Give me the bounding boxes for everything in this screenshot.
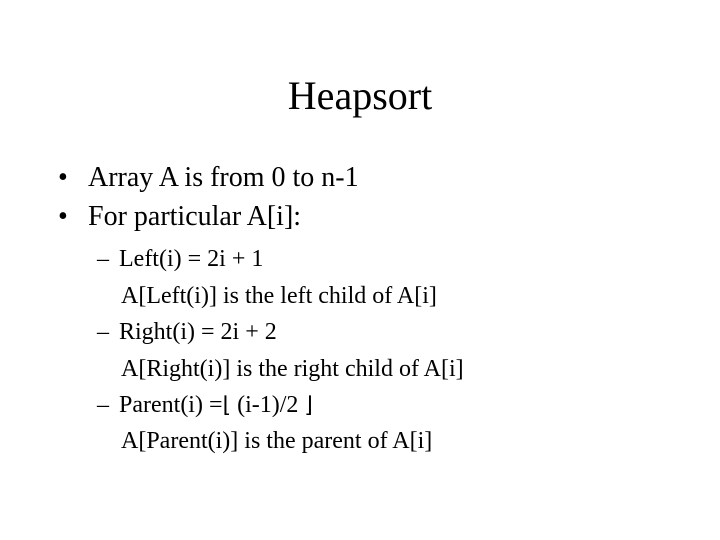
dash-marker: –: [97, 319, 109, 345]
sub-item-text-prefix: Parent(i) =: [119, 392, 223, 418]
sub-item-parent-description: A[Parent(i)] is the parent of A[i]: [121, 428, 433, 454]
floor-left-bracket: ⌊: [222, 393, 232, 418]
dash-marker: –: [97, 392, 109, 418]
bullet-text: For particular A[i]:: [88, 201, 302, 232]
floor-right-bracket: ⌋: [304, 393, 313, 418]
sub-item-text-middle: (i-1)/2: [231, 392, 305, 418]
dash-marker: –: [97, 246, 109, 272]
bullet-marker: •: [58, 201, 68, 232]
sub-item-right: [97, 318, 277, 346]
bullet-text: Array A is from 0 to n-1: [88, 162, 359, 193]
bullet-particular-element: [58, 200, 301, 234]
sub-item-parent: [97, 391, 313, 420]
sub-item-text: Right(i) = 2i + 2: [119, 319, 277, 345]
sub-item-left-description: A[Left(i)] is the left child of A[i]: [121, 283, 437, 309]
sub-item-text: Left(i) = 2i + 1: [119, 246, 264, 272]
sub-item-right-description: A[Right(i)] is the right child of A[i]: [121, 356, 464, 382]
bullet-marker: •: [58, 162, 68, 193]
slide-title: Heapsort: [287, 73, 433, 118]
bullet-array-range: [58, 161, 359, 195]
sub-item-left: [97, 245, 263, 273]
